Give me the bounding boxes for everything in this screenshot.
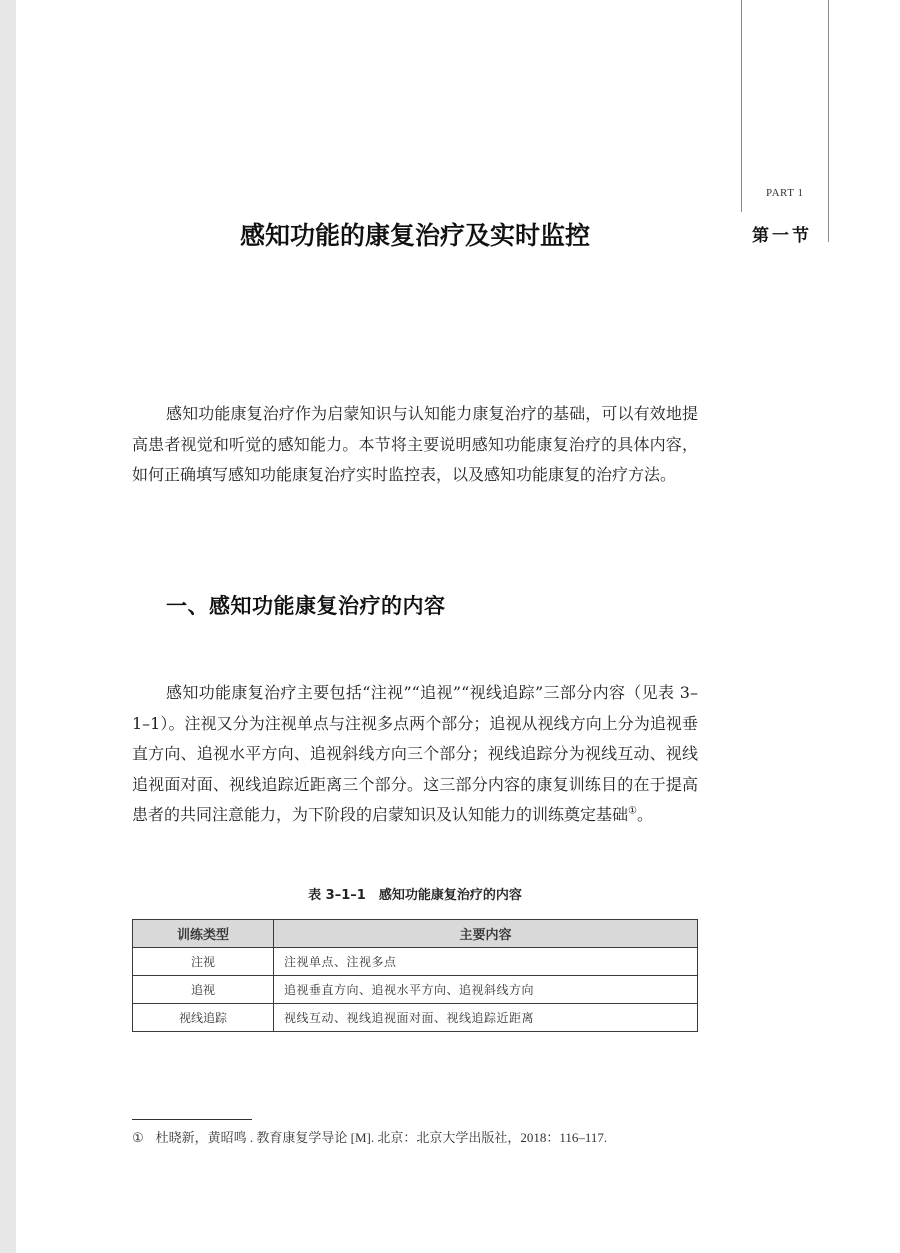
page-title: 感知功能的康复治疗及实时监控	[239, 221, 590, 250]
cell-training-type: 视线追踪	[133, 1004, 274, 1032]
table-row	[133, 948, 698, 976]
margin-rule-left	[741, 0, 742, 212]
table-header-row	[133, 920, 698, 948]
table-row	[133, 976, 698, 1004]
table-caption: 表 3–1–1 感知功能康复治疗的内容	[308, 888, 522, 903]
section-label: 第一节	[752, 226, 812, 246]
footnote-divider	[132, 1119, 252, 1120]
column-header-type: 训练类型	[133, 920, 274, 948]
footnote	[132, 1127, 607, 1146]
cell-training-type: 注视	[133, 948, 274, 976]
section-heading: 一、感知功能康复治疗的内容	[166, 594, 446, 618]
page-edge-strip	[0, 0, 16, 1253]
margin-rule-right	[828, 0, 829, 242]
section-paragraph-end: 。	[636, 805, 653, 824]
part-label: PART 1	[766, 187, 804, 199]
section-paragraph	[132, 678, 698, 831]
cell-main-content: 注视单点、注视多点	[274, 948, 698, 976]
column-header-content: 主要内容	[274, 920, 698, 948]
intro-paragraph: 感知功能康复治疗作为启蒙知识与认知能力康复治疗的基础，可以有效地提高患者视觉和听觉的感知能力。本节将主要说明感知功能康复治疗的具体内容，如何正确填写感知功能康复治疗实时监控表，以及感知功能康复的治疗方法。	[132, 404, 698, 484]
footnote-mark: ①	[132, 1130, 144, 1145]
footnote-text: 杜晓新，黄昭鸣 . 教育康复学导论 [M]. 北京：北京大学出版社，2018：116–117.	[155, 1130, 608, 1145]
footnote-reference[interactable]: ①	[628, 805, 637, 817]
cell-main-content: 视线互动、视线追视面对面、视线追踪近距离	[274, 1004, 698, 1032]
section-paragraph-text: 感知功能康复治疗主要包括“注视”“追视”“视线追踪”三部分内容（见表 3–1–1）。注视又分为注视单点与注视多点两个部分；追视从视线方向上分为追视垂直方向、追视水平方向、追视斜线方向三个部分；视线追踪分为视线互动、视线追视面对面、视线追踪近距离三个部分。这三部分内容的康复训练目的在于提高患者的共同注意能力，为下阶段的启蒙知识及认知能力的训练奠定基础	[132, 683, 698, 824]
content-table	[132, 919, 698, 1032]
table-row	[133, 1004, 698, 1032]
cell-main-content: 追视垂直方向、追视水平方向、追视斜线方向	[274, 976, 698, 1004]
cell-training-type: 追视	[133, 976, 274, 1004]
